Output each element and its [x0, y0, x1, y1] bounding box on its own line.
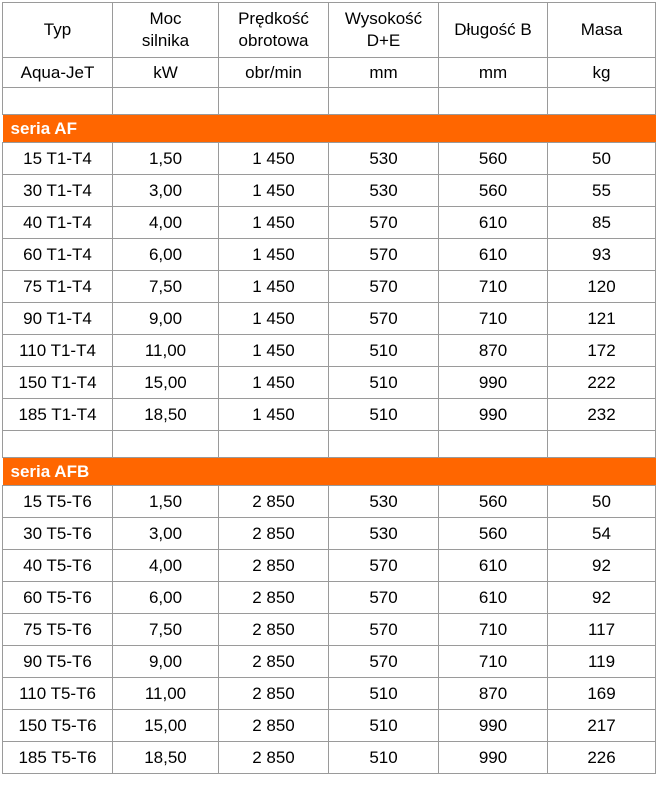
cell-masa: 93	[548, 239, 656, 271]
header-predkosc-line2: obrotowa	[238, 31, 309, 50]
cell-predkosc: 2 850	[219, 742, 329, 774]
cell-moc: 11,00	[113, 335, 219, 367]
cell-predkosc: 1 450	[219, 175, 329, 207]
cell-predkosc: 1 450	[219, 239, 329, 271]
cell-dlugosc: 560	[439, 518, 548, 550]
cell-wysokosc: 570	[329, 207, 439, 239]
units-row	[3, 58, 656, 88]
cell-masa: 217	[548, 710, 656, 742]
table-row	[3, 175, 656, 207]
cell-wysokosc: 570	[329, 271, 439, 303]
header-masa: Masa	[548, 3, 656, 58]
header-row	[3, 3, 656, 58]
cell-masa: 117	[548, 614, 656, 646]
table-row	[3, 207, 656, 239]
header-wysokosc-line2: D+E	[366, 31, 401, 50]
cell-wysokosc: 570	[329, 303, 439, 335]
cell-typ: 150 T1-T4	[3, 367, 113, 399]
cell-predkosc: 1 450	[219, 271, 329, 303]
header-moc	[113, 3, 219, 58]
header-typ: Typ	[3, 3, 113, 58]
cell-dlugosc: 610	[439, 550, 548, 582]
cell-dlugosc: 610	[439, 582, 548, 614]
cell-dlugosc: 710	[439, 614, 548, 646]
cell-typ: 15 T1-T4	[3, 143, 113, 175]
cell-moc: 6,00	[113, 239, 219, 271]
cell-masa: 226	[548, 742, 656, 774]
cell-moc: 15,00	[113, 367, 219, 399]
cell-wysokosc: 570	[329, 614, 439, 646]
empty-cell	[219, 88, 329, 115]
table-row	[3, 303, 656, 335]
cell-typ: 15 T5-T6	[3, 486, 113, 518]
cell-moc: 9,00	[113, 646, 219, 678]
header-moc-line1: Moc	[149, 9, 182, 28]
series-header-row	[3, 458, 656, 486]
cell-masa: 92	[548, 550, 656, 582]
cell-masa: 54	[548, 518, 656, 550]
empty-cell	[329, 431, 439, 458]
cell-dlugosc: 560	[439, 175, 548, 207]
empty-cell	[548, 431, 656, 458]
cell-typ: 30 T5-T6	[3, 518, 113, 550]
cell-dlugosc: 610	[439, 207, 548, 239]
cell-dlugosc: 710	[439, 303, 548, 335]
table-row	[3, 742, 656, 774]
cell-dlugosc: 990	[439, 399, 548, 431]
cell-dlugosc: 990	[439, 710, 548, 742]
table-row	[3, 239, 656, 271]
series-header-row	[3, 115, 656, 143]
cell-wysokosc: 510	[329, 367, 439, 399]
table-row	[3, 399, 656, 431]
cell-moc: 9,00	[113, 303, 219, 335]
cell-moc: 1,50	[113, 143, 219, 175]
cell-masa: 119	[548, 646, 656, 678]
cell-wysokosc: 570	[329, 239, 439, 271]
cell-wysokosc: 510	[329, 678, 439, 710]
cell-wysokosc: 570	[329, 582, 439, 614]
cell-typ: 40 T5-T6	[3, 550, 113, 582]
cell-dlugosc: 560	[439, 486, 548, 518]
cell-dlugosc: 990	[439, 742, 548, 774]
cell-moc: 15,00	[113, 710, 219, 742]
cell-dlugosc: 710	[439, 646, 548, 678]
table-row	[3, 582, 656, 614]
table-row	[3, 614, 656, 646]
cell-typ: 185 T1-T4	[3, 399, 113, 431]
cell-masa: 232	[548, 399, 656, 431]
table-body	[3, 3, 656, 774]
table-row	[3, 335, 656, 367]
cell-wysokosc: 530	[329, 518, 439, 550]
table-row	[3, 678, 656, 710]
empty-cell	[329, 88, 439, 115]
unit-moc: kW	[113, 58, 219, 88]
cell-moc: 3,00	[113, 175, 219, 207]
cell-moc: 6,00	[113, 582, 219, 614]
header-wysokosc	[329, 3, 439, 58]
cell-dlugosc: 710	[439, 271, 548, 303]
empty-cell	[548, 88, 656, 115]
cell-dlugosc: 610	[439, 239, 548, 271]
cell-predkosc: 2 850	[219, 710, 329, 742]
table-row	[3, 143, 656, 175]
empty-cell	[3, 88, 113, 115]
cell-typ: 110 T5-T6	[3, 678, 113, 710]
cell-wysokosc: 510	[329, 710, 439, 742]
empty-cell	[113, 431, 219, 458]
cell-wysokosc: 570	[329, 550, 439, 582]
table-row	[3, 646, 656, 678]
cell-masa: 120	[548, 271, 656, 303]
table-row	[3, 550, 656, 582]
cell-typ: 90 T1-T4	[3, 303, 113, 335]
cell-moc: 7,50	[113, 614, 219, 646]
cell-wysokosc: 510	[329, 399, 439, 431]
empty-cell	[219, 431, 329, 458]
cell-moc: 4,00	[113, 207, 219, 239]
cell-wysokosc: 530	[329, 486, 439, 518]
cell-predkosc: 1 450	[219, 303, 329, 335]
cell-moc: 3,00	[113, 518, 219, 550]
cell-predkosc: 2 850	[219, 614, 329, 646]
cell-wysokosc: 510	[329, 742, 439, 774]
specifications-table	[2, 2, 656, 774]
empty-cell	[113, 88, 219, 115]
empty-cell	[439, 88, 548, 115]
cell-typ: 60 T1-T4	[3, 239, 113, 271]
cell-moc: 4,00	[113, 550, 219, 582]
series-label: seria AFB	[3, 458, 656, 486]
series-label: seria AF	[3, 115, 656, 143]
cell-wysokosc: 510	[329, 335, 439, 367]
cell-typ: 185 T5-T6	[3, 742, 113, 774]
cell-masa: 169	[548, 678, 656, 710]
cell-wysokosc: 530	[329, 143, 439, 175]
cell-dlugosc: 870	[439, 678, 548, 710]
cell-wysokosc: 570	[329, 646, 439, 678]
cell-masa: 92	[548, 582, 656, 614]
unit-wysokosc: mm	[329, 58, 439, 88]
unit-predkosc: obr/min	[219, 58, 329, 88]
header-wysokosc-line1: Wysokość	[344, 9, 423, 28]
table-row	[3, 271, 656, 303]
cell-predkosc: 1 450	[219, 399, 329, 431]
cell-moc: 18,50	[113, 742, 219, 774]
header-dlugosc: Długość B	[439, 3, 548, 58]
cell-masa: 222	[548, 367, 656, 399]
cell-predkosc: 2 850	[219, 646, 329, 678]
cell-predkosc: 1 450	[219, 143, 329, 175]
cell-masa: 50	[548, 486, 656, 518]
table-row	[3, 518, 656, 550]
cell-predkosc: 2 850	[219, 486, 329, 518]
cell-masa: 172	[548, 335, 656, 367]
cell-predkosc: 2 850	[219, 582, 329, 614]
spacer-row	[3, 431, 656, 458]
cell-masa: 85	[548, 207, 656, 239]
cell-dlugosc: 870	[439, 335, 548, 367]
table-row	[3, 367, 656, 399]
cell-predkosc: 2 850	[219, 518, 329, 550]
spacer-row	[3, 88, 656, 115]
cell-moc: 7,50	[113, 271, 219, 303]
cell-typ: 30 T1-T4	[3, 175, 113, 207]
unit-masa: kg	[548, 58, 656, 88]
cell-masa: 55	[548, 175, 656, 207]
cell-moc: 11,00	[113, 678, 219, 710]
cell-typ: 150 T5-T6	[3, 710, 113, 742]
header-predkosc-line1: Prędkość	[238, 9, 309, 28]
cell-predkosc: 2 850	[219, 550, 329, 582]
header-predkosc	[219, 3, 329, 58]
cell-dlugosc: 560	[439, 143, 548, 175]
table-row	[3, 486, 656, 518]
empty-cell	[3, 431, 113, 458]
header-moc-line2: silnika	[141, 31, 190, 50]
unit-typ: Aqua-JeT	[3, 58, 113, 88]
cell-typ: 40 T1-T4	[3, 207, 113, 239]
cell-masa: 50	[548, 143, 656, 175]
cell-moc: 1,50	[113, 486, 219, 518]
cell-typ: 75 T1-T4	[3, 271, 113, 303]
cell-masa: 121	[548, 303, 656, 335]
table-row	[3, 710, 656, 742]
cell-moc: 18,50	[113, 399, 219, 431]
cell-predkosc: 1 450	[219, 367, 329, 399]
cell-typ: 60 T5-T6	[3, 582, 113, 614]
cell-predkosc: 1 450	[219, 207, 329, 239]
cell-predkosc: 2 850	[219, 678, 329, 710]
unit-dlugosc: mm	[439, 58, 548, 88]
empty-cell	[439, 431, 548, 458]
cell-typ: 75 T5-T6	[3, 614, 113, 646]
cell-dlugosc: 990	[439, 367, 548, 399]
cell-wysokosc: 530	[329, 175, 439, 207]
cell-typ: 90 T5-T6	[3, 646, 113, 678]
cell-typ: 110 T1-T4	[3, 335, 113, 367]
cell-predkosc: 1 450	[219, 335, 329, 367]
